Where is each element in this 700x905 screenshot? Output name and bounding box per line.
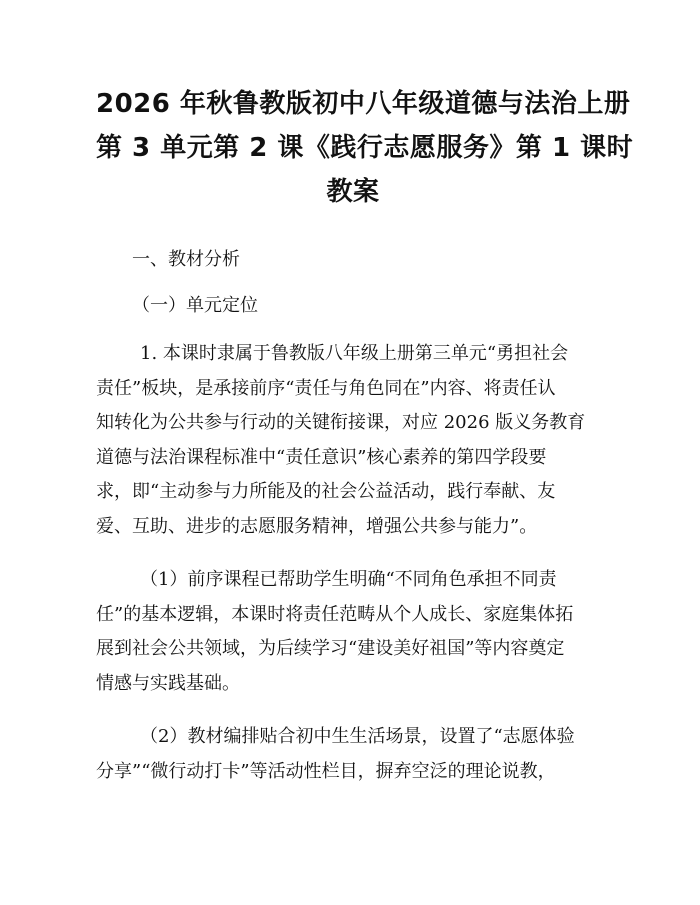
paragraph-2-line-2: 任”的基本逻辑，本课时将责任范畴从个人成长、家庭集体拓 [96,603,574,625]
paragraph-3 [96,720,610,789]
subsection-heading-unit-positioning: （一）单元定位 [132,295,258,316]
title-line-1: 2026 年秋鲁教版初中八年级道德与法治上册 [96,89,631,119]
paragraph-1-line-5: 求，即“主动参与力所能及的社会公益活动，践行奉献、友 [96,481,556,502]
paragraph-1-line-4: 道德与法治课程标准中“责任意识”核心素养的第四学段要 [96,446,547,468]
paragraph-2-line-1: （1）前序课程已帮助学生明确“不同角色承担不同责 [140,569,557,590]
paragraph-1-line-2: 责任”板块，是承接前序“责任与角色同在”内容、将责任认 [96,377,556,399]
title-line-2: 第 3 单元第 2 课《践行志愿服务》第 1 课时 [96,133,634,163]
paragraph-3-line-1: （2）教材编排贴合初中生生活场景，设置了“志愿体验 [140,726,575,747]
paragraph-1-line-6: 爱、互助、进步的志愿服务精神，增强公共参与能力”。 [96,515,538,537]
paragraph-2-line-3: 展到社会公共领域，为后续学习“建设美好祖国”等内容奠定 [96,638,565,659]
section-heading-textbook-analysis: 一、教材分析 [132,249,240,270]
document-title [96,82,634,214]
paragraph-1 [96,337,610,544]
paragraph-1-line-3: 知转化为公共参与行动的关键衔接课，对应 2026 版义务教育 [96,412,586,433]
paragraph-3-line-2: 分享”“微行动打卡”等活动性栏目，摒弃空泛的理论说教， [96,760,556,782]
title-line-3: 教案 [326,177,380,207]
paragraph-2 [96,563,610,701]
paragraph-1-line-1: 1. 本课时隶属于鲁教版八年级上册第三单元“勇担社会 [140,343,569,364]
paragraph-2-line-4: 情感与实践基础。 [96,672,240,694]
